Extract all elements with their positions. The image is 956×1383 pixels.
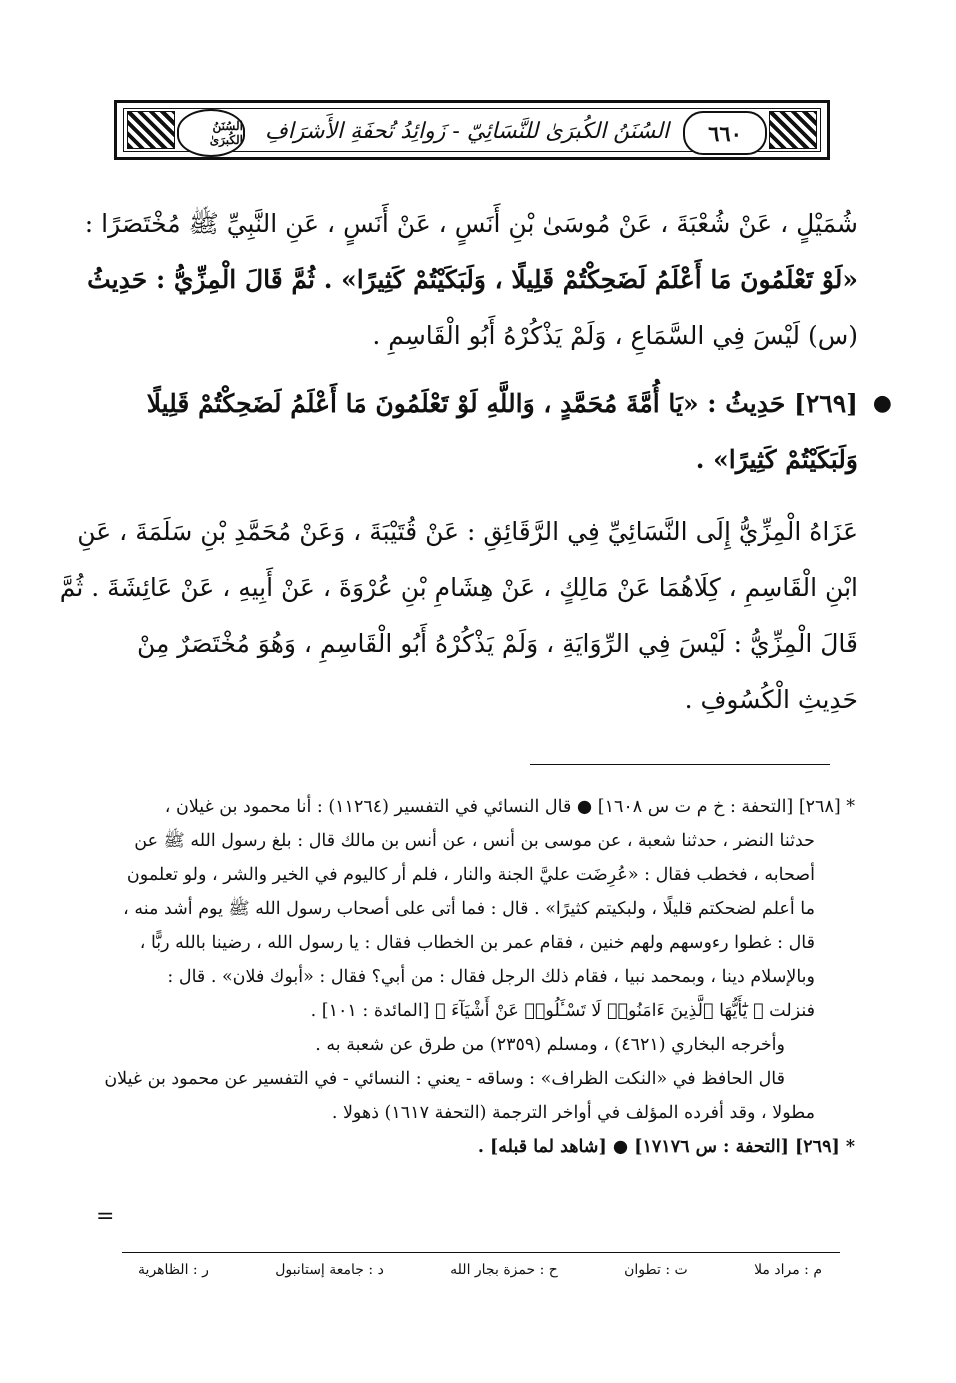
paragraph-1 bbox=[84, 196, 858, 364]
manuscript-key bbox=[120, 1262, 840, 1278]
footnote-divider bbox=[530, 764, 830, 765]
text-line: (س) لَيْسَ فِي السَّمَاعِ ، وَلَمْ يَذْكُرْهُ أَبُو الْقَاسِمِ . bbox=[372, 321, 858, 350]
footnote-line: أصحابه ، فخطب فقال : «عُرِضَت عليَّ الجنة والنار ، فلم أر كاليوم في الخير والشر ، ولو تعلمون bbox=[126, 865, 815, 885]
text-line: وَلَبَكَيْتُمْ كَثِيرًا» . bbox=[695, 445, 858, 474]
manuscript-siglum: ت : تطوان bbox=[624, 1262, 688, 1278]
footnote-line: وأخرجه البخاري (٤٦٢١) ، ومسلم (٢٣٥٩) من طرق عن شعبة به . bbox=[315, 1035, 785, 1055]
manuscript-siglum: ر : الظاهرية bbox=[138, 1262, 209, 1278]
book-emblem bbox=[177, 109, 245, 157]
manuscript-siglum: د : جامعة إستانبول bbox=[275, 1262, 384, 1278]
footnote-line: ما أعلم لضحكتم قليلًا ، ولبكيتم كثيرًا» . قال : فما أتى على أصحاب رسول الله ﷺ يوم أشد منه ، bbox=[123, 899, 815, 919]
footnote-line: حدثنا النضر ، حدثنا شعبة ، عن موسى بن أنس ، عن أنس بن مالك قال : بلغ رسول الله ﷺ عن bbox=[134, 831, 815, 851]
bullet-icon: ● bbox=[872, 391, 892, 416]
emblem-text: السُنَنُ الكُبرَىٰ bbox=[209, 119, 243, 147]
bottom-divider bbox=[122, 1252, 840, 1253]
continuation-marker: = bbox=[96, 1204, 115, 1229]
footnote-line: قال : غطوا رءوسهم ولهم خنين ، فقام عمر بن الخطاب فقال : يا رسول الله ، رضينا بالله ربًّا ، bbox=[139, 933, 815, 953]
hadith-269 bbox=[92, 376, 892, 488]
text-line: حَدِيثِ الْكُسُوفِ . bbox=[684, 685, 858, 714]
main-text bbox=[59, 196, 892, 728]
page-header bbox=[114, 100, 830, 160]
footnote-line: قال الحافظ في «النكت الظراف» : وساقه - يعني : النسائي - في التفسير عن محمود بن غيلان bbox=[104, 1069, 785, 1089]
running-title: السُنَنُ الكُبرَىٰ للنَّسَائِيّ - زَوائِدُ تُحفَةِ الأَشرَافِ bbox=[264, 118, 670, 144]
footnotes bbox=[100, 790, 855, 1164]
text-line: ابْنِ الْقَاسِمِ ، كِلَاهُمَا عَنْ مَالِكٍ ، عَنْ هِشَامِ بْنِ عُرْوَةَ ، عَنْ أَبِيهِ ، عَنْ عَائِشَةَ . ثُمَّ bbox=[59, 573, 858, 602]
paragraph-3 bbox=[59, 504, 858, 728]
text-line: عَزَاهُ الْمِزِّيُّ إِلَى النَّسَائِيِّ فِي الرَّقَائِقِ : عَنْ قُتَيْبَةَ ، وَعَنْ مُحَمَّدِ بْنِ سَلَمَةَ ، عَنِ bbox=[77, 517, 858, 546]
text-line: [٢٦٩] حَدِيثُ : «يَا أُمَّةَ مُحَمَّدٍ ، وَاللَّهِ لَوْ تَعْلَمُونَ مَا أَعْلَمُ لَضَحِكْتُمْ قَلِيلًا bbox=[146, 389, 858, 418]
page-number: ٦٦٠ bbox=[683, 111, 767, 155]
text-line: «لَوْ تَعْلَمُونَ مَا أَعْلَمُ لَضَحِكْتُمْ قَلِيلًا ، وَلَبَكَيْتُمْ كَثِيرًا» . ثُمَّ قَالَ الْمِزِّيُّ : حَدِيثُ bbox=[87, 265, 858, 294]
footnote-line: فنزلت ﴿ يَٰٓأَيُّهَا ٱلَّذِينَ ءَامَنُوا۟ لَا تَسْـَٔلُوا۟ عَنْ أَشْيَآءَ ﴾ [المائدة : ١٠١] . bbox=[310, 1001, 815, 1021]
manuscript-siglum: م : مراد ملا bbox=[754, 1262, 822, 1278]
text-line: قَالَ الْمِزِّيُّ : لَيْسَ فِي الرِّوَايَةِ ، وَلَمْ يَذْكُرْهُ أَبُو الْقَاسِمِ ، وَهُوَ مُخْتَصَرٌ مِنْ bbox=[136, 629, 858, 658]
footnote-line: * [٢٦٨] [التحفة : خ م ت س ١٦٠٨] ● قال النسائي في التفسير (١١٢٦٤) : أنا محمود بن غيلان ، bbox=[164, 797, 855, 817]
text-line: شُمَيْلٍ ، عَنْ شُعْبَةَ ، عَنْ مُوسَىٰ بْنِ أَنَسٍ ، عَنْ أَنَسٍ ، عَنِ النَّبِيِّ ﷺ مُخْتَصَرًا : bbox=[84, 209, 858, 238]
left-ornament bbox=[127, 111, 175, 149]
footnote-269: * [٢٦٩] [التحفة : س ١٧١٧٦] ● [شاهد لما قبله] . bbox=[477, 1137, 855, 1157]
manuscript-siglum: ح : حمزة بجار الله bbox=[450, 1262, 558, 1278]
right-ornament bbox=[769, 111, 817, 149]
footnote-line: وبالإسلام دينا ، وبمحمد نبيا ، فقام ذلك الرجل فقال : من أبي؟ فقال : «أبوك فلان» . قال : bbox=[167, 967, 815, 987]
footnote-line: مطولا ، وقد أفرده المؤلف في أواخر الترجمة (التحفة ١٦١٧) ذهولا . bbox=[331, 1103, 815, 1123]
